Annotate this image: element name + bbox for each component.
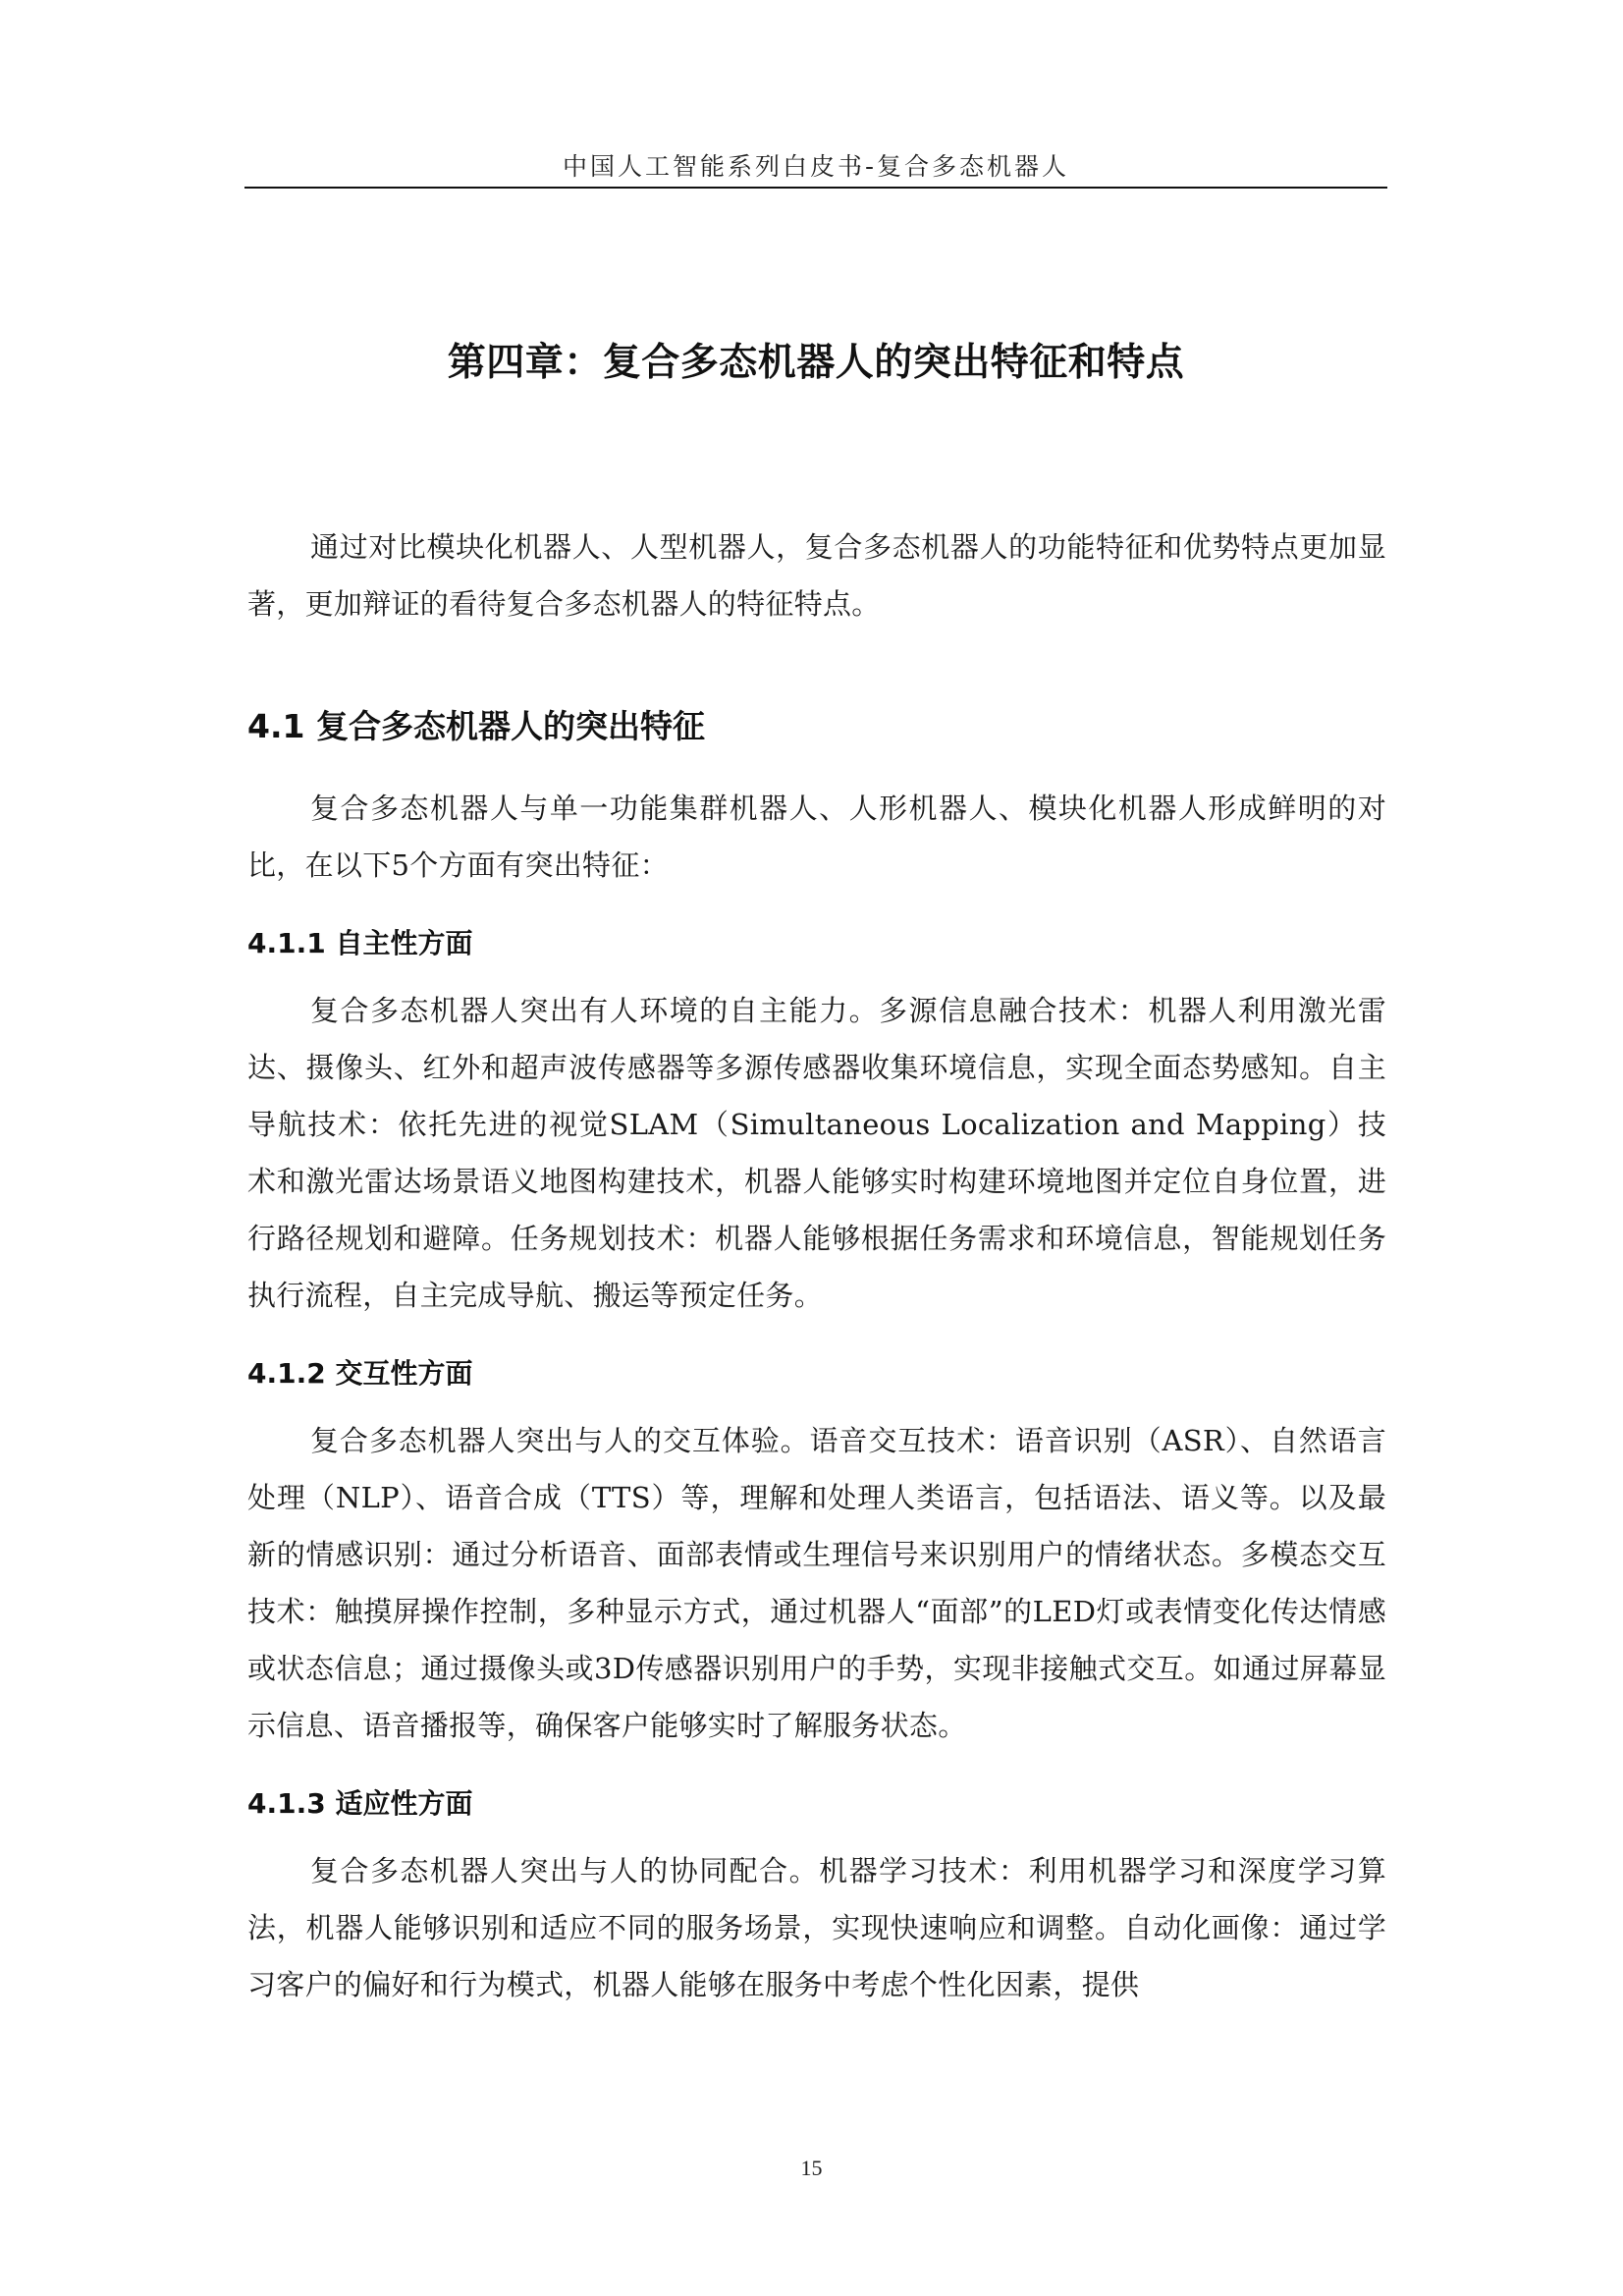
section-intro-paragraph: 复合多态机器人与单一功能集群机器人、人形机器人、模块化机器人形成鲜明的对比，在以下5个方面有突出特征： xyxy=(247,792,1386,882)
section-heading-4-1: 4.1 复合多态机器人的突出特征 xyxy=(247,707,705,745)
chapter-intro-paragraph: 通过对比模块化机器人、人型机器人，复合多态机器人的功能特征和优势特点更加显著，更加辩证的看待复合多态机器人的特征特点。 xyxy=(247,530,1386,621)
subsection-heading-adaptability: 4.1.3 适应性方面 xyxy=(247,1787,473,1820)
subsection-paragraph-interaction: 复合多态机器人突出与人的交互体验。语音交互技术：语音识别（ASR）、自然语言处理（NLP）、语音合成（TTS）等，理解和处理人类语言，包括语法、语义等。以及最新的情感识别：通过分析语音、面部表情或生理信号来识别用户的情绪状态。多模态交互技术：触摸屏操作控制，多种显示方式，通过机器人“面部”的LED灯或表情变化传达情感或状态信息；通过摄像头或3D传感器识别用户的手势，实现非接触式交互。如通过屏幕显示信息、语音播报等，确保客户能够实时了解服务状态。 xyxy=(247,1424,1386,1742)
subsection-heading-autonomy: 4.1.1 自主性方面 xyxy=(247,927,473,959)
running-header: 中国人工智能系列白皮书-复合多态机器人 xyxy=(562,152,1070,181)
subsection-paragraph-adaptability: 复合多态机器人突出与人的协同配合。机器学习技术：利用机器学习和深度学习算法，机器人能够识别和适应不同的服务场景，实现快速响应和调整。自动化画像：通过学习客户的偏好和行为模式，机器人能够在服务中考虑个性化因素，提供 xyxy=(247,1854,1386,2001)
chapter-title: 第四章：复合多态机器人的突出特征和特点 xyxy=(447,341,1185,385)
page-body xyxy=(247,519,1386,2013)
subsection-heading-interaction: 4.1.2 交互性方面 xyxy=(247,1357,473,1390)
subsection-paragraph-autonomy: 复合多态机器人突出有人环境的自主能力。多源信息融合技术：机器人利用激光雷达、摄像头、红外和超声波传感器等多源传感器收集环境信息，实现全面态势感知。自主导航技术：依托先进的视觉SLAM（Simultaneous Localization and Mapping）技术和激光雷达场景语义地图构建技术，机器人能够实时构建环境地图并定位自身位置，进行路径规划和避障。任务规划技术：机器人能够根据任务需求和环境信息，智能规划任务执行流程，自主完成导航、搬运等预定任务。 xyxy=(247,994,1386,1312)
page-number: 15 xyxy=(800,2156,823,2180)
header-divider xyxy=(244,187,1387,189)
